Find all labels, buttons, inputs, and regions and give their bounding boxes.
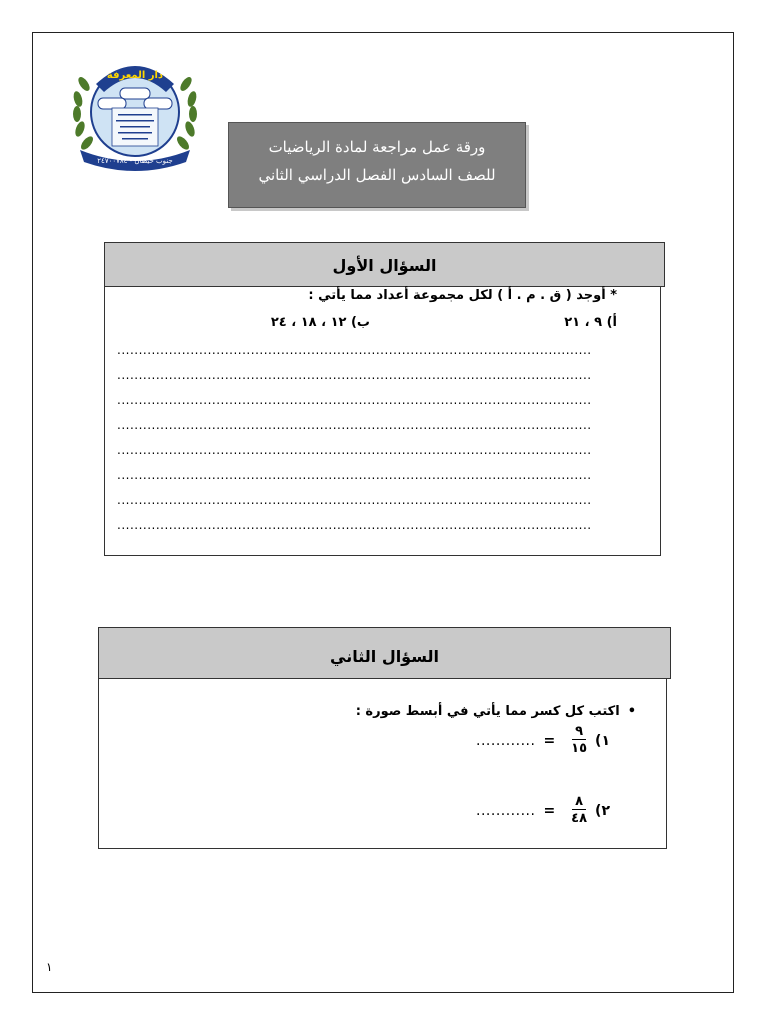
question-2-box xyxy=(98,627,667,849)
fraction xyxy=(571,724,587,757)
answer-blank[interactable]: ............ xyxy=(476,732,536,749)
answer-line[interactable]: .............................................................................................................. xyxy=(117,443,592,457)
question-2-instruction: اكتب كل كسر مما يأتي في أبسط صورة : xyxy=(355,704,620,719)
answer-line[interactable]: .............................................................................................................. xyxy=(117,343,592,357)
fraction-item-1 xyxy=(476,724,610,757)
answer-line[interactable]: .............................................................................................................. xyxy=(117,468,592,482)
question-1-item-a: أ) ٩ ، ٢١ xyxy=(564,315,617,330)
fraction xyxy=(571,794,587,827)
answer-line[interactable]: .............................................................................................................. xyxy=(117,393,592,407)
logo-footer-text: جنوب خيطان - ٢٤٧٠٠٧٨٤ xyxy=(97,157,173,165)
fraction-denominator: ١٥ xyxy=(571,741,588,756)
question-1-box xyxy=(104,242,661,556)
fraction-numerator: ٩ xyxy=(572,724,586,740)
fraction-item-label: ١) xyxy=(595,732,610,749)
page-number: ١ xyxy=(46,960,53,974)
answer-line[interactable]: .............................................................................................................. xyxy=(117,518,592,532)
equals-sign: = xyxy=(543,802,556,819)
answer-line[interactable]: .............................................................................................................. xyxy=(117,368,592,382)
fraction-denominator: ٤٨ xyxy=(571,811,588,826)
equals-sign: = xyxy=(543,732,556,749)
question-2-heading: السؤال الثاني xyxy=(98,627,671,679)
logo-name-text: دار المعرفة xyxy=(106,70,164,81)
worksheet-title-line-1: ورقة عمل مراجعة لمادة الرياضيات xyxy=(268,138,486,156)
question-2-instruction-row xyxy=(356,704,636,719)
answer-blank[interactable]: ............ xyxy=(476,802,536,819)
fraction-item-label: ٢) xyxy=(595,802,610,819)
question-1-heading: السؤال الأول xyxy=(104,242,665,287)
worksheet-title-box xyxy=(228,122,526,208)
worksheet-title-line-2: للصف السادس الفصل الدراسي الثاني xyxy=(258,166,496,184)
answer-line[interactable]: .............................................................................................................. xyxy=(117,493,592,507)
fraction-numerator: ٨ xyxy=(572,794,586,810)
question-1-item-b: ب) ١٢ ، ١٨ ، ٢٤ xyxy=(270,315,370,330)
question-1-instruction: * أوجد ( ق . م . أ ) لكل مجموعة أعداد مما يأتي : xyxy=(308,288,617,303)
bullet-icon: • xyxy=(627,704,636,719)
school-logo xyxy=(68,54,202,174)
answer-line[interactable]: .............................................................................................................. xyxy=(117,418,592,432)
fraction-item-2 xyxy=(476,794,610,827)
